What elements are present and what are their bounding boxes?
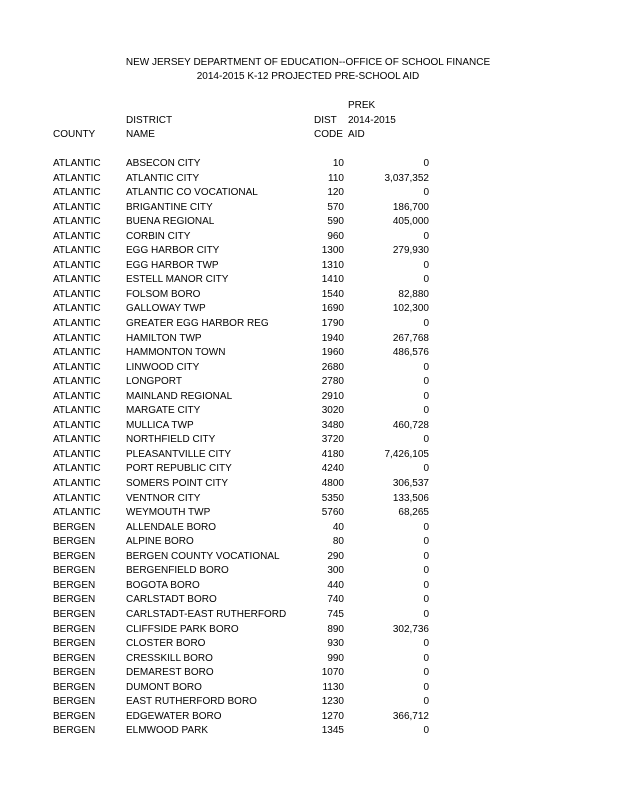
district-name-cell: CLOSTER BORO bbox=[126, 638, 206, 650]
county-cell: ATLANTIC bbox=[53, 172, 101, 184]
prek-aid-cell: 68,265 bbox=[398, 507, 429, 519]
header-district-line1: DISTRICT bbox=[126, 115, 173, 126]
county-cell: ATLANTIC bbox=[53, 376, 101, 388]
table-row bbox=[0, 725, 618, 740]
district-name-cell: MARGATE CITY bbox=[126, 405, 201, 417]
table-row bbox=[0, 274, 618, 289]
prek-aid-cell: 0 bbox=[423, 565, 429, 577]
district-code-cell: 3480 bbox=[321, 419, 344, 431]
county-cell: BERGEN bbox=[53, 667, 96, 679]
table-row bbox=[0, 260, 618, 275]
prek-aid-cell: 302,736 bbox=[392, 623, 429, 635]
district-name-cell: VENTNOR CITY bbox=[126, 492, 201, 504]
county-cell: BERGEN bbox=[53, 710, 96, 722]
district-code-cell: 5760 bbox=[321, 507, 344, 519]
district-code-cell: 1690 bbox=[321, 303, 344, 315]
prek-aid-cell: 0 bbox=[423, 361, 429, 373]
county-cell: BERGEN bbox=[53, 550, 96, 562]
district-name-cell: DEMAREST BORO bbox=[126, 667, 214, 679]
district-code-cell: 1940 bbox=[321, 332, 344, 344]
county-cell: ATLANTIC bbox=[53, 158, 101, 169]
district-name-cell: CORBIN CITY bbox=[126, 230, 191, 242]
table-row bbox=[0, 493, 618, 508]
district-name-cell: GREATER EGG HARBOR REG bbox=[126, 318, 269, 330]
table-row bbox=[0, 580, 618, 595]
prek-aid-cell: 0 bbox=[423, 463, 429, 475]
county-cell: ATLANTIC bbox=[53, 419, 101, 431]
table-row bbox=[0, 362, 618, 377]
prek-aid-cell: 0 bbox=[423, 725, 429, 737]
prek-aid-cell: 0 bbox=[423, 274, 429, 286]
district-name-cell: DUMONT BORO bbox=[126, 681, 202, 693]
district-name-cell: ATLANTIC CO VOCATIONAL bbox=[126, 187, 258, 199]
header-aid-line1: PREK bbox=[348, 100, 376, 111]
header-code-line2: CODE bbox=[314, 129, 343, 140]
district-code-cell: 40 bbox=[332, 521, 344, 533]
district-code-cell: 1070 bbox=[321, 667, 344, 679]
district-code-cell: 10 bbox=[332, 158, 344, 169]
county-cell: ATLANTIC bbox=[53, 274, 101, 286]
prek-aid-cell: 0 bbox=[423, 405, 429, 417]
table-row bbox=[0, 624, 618, 639]
prek-aid-cell: 0 bbox=[423, 230, 429, 242]
prek-aid-cell: 0 bbox=[423, 434, 429, 446]
district-code-cell: 960 bbox=[327, 230, 344, 242]
header-code-line1: DIST bbox=[314, 115, 337, 126]
district-name-cell: ATLANTIC CITY bbox=[126, 172, 200, 184]
district-name-cell: PORT REPUBLIC CITY bbox=[126, 463, 232, 475]
district-name-cell: CARLSTADT BORO bbox=[126, 594, 217, 606]
prek-aid-cell: 0 bbox=[423, 608, 429, 620]
county-cell: ATLANTIC bbox=[53, 245, 101, 257]
table-row bbox=[0, 391, 618, 406]
prek-aid-cell: 405,000 bbox=[392, 216, 429, 228]
county-cell: ATLANTIC bbox=[53, 288, 101, 300]
district-name-cell: EAST RUTHERFORD BORO bbox=[126, 696, 257, 708]
prek-aid-cell: 366,712 bbox=[392, 710, 429, 722]
district-code-cell: 110 bbox=[328, 172, 344, 184]
district-name-cell: MULLICA TWP bbox=[126, 419, 194, 431]
county-cell: BERGEN bbox=[53, 565, 96, 577]
district-name-cell: ABSECON CITY bbox=[126, 158, 201, 169]
district-code-cell: 440 bbox=[327, 579, 344, 591]
table-row bbox=[0, 376, 618, 391]
county-cell: BERGEN bbox=[53, 638, 96, 650]
county-cell: BERGEN bbox=[53, 623, 96, 635]
district-code-cell: 745 bbox=[327, 608, 344, 620]
district-name-cell: LINWOOD CITY bbox=[126, 361, 200, 373]
prek-aid-cell: 0 bbox=[423, 376, 429, 388]
table-row bbox=[0, 420, 618, 435]
table-row bbox=[0, 434, 618, 449]
district-name-cell: ELMWOOD PARK bbox=[126, 725, 209, 737]
district-code-cell: 1540 bbox=[321, 288, 344, 300]
district-code-cell: 5350 bbox=[321, 492, 344, 504]
table-row bbox=[0, 594, 618, 609]
district-code-cell: 890 bbox=[327, 623, 344, 635]
prek-aid-cell: 0 bbox=[423, 594, 429, 606]
district-name-cell: EGG HARBOR TWP bbox=[126, 259, 219, 271]
prek-aid-cell: 82,880 bbox=[398, 288, 429, 300]
prek-aid-cell: 460,728 bbox=[392, 419, 429, 431]
table-row bbox=[0, 333, 618, 348]
prek-aid-cell: 0 bbox=[423, 638, 429, 650]
district-code-cell: 1300 bbox=[321, 245, 344, 257]
prek-aid-cell: 133,506 bbox=[392, 492, 429, 504]
district-name-cell: BOGOTA BORO bbox=[126, 579, 200, 591]
county-cell: BERGEN bbox=[53, 652, 96, 664]
district-name-cell: NORTHFIELD CITY bbox=[126, 434, 216, 446]
header-aid-line3: AID bbox=[348, 129, 365, 140]
prek-aid-cell: 0 bbox=[423, 259, 429, 271]
table-row bbox=[0, 216, 618, 231]
district-name-cell: LONGPORT bbox=[126, 376, 182, 388]
table-row bbox=[0, 565, 618, 580]
district-name-cell: GALLOWAY TWP bbox=[126, 303, 206, 315]
county-cell: ATLANTIC bbox=[53, 332, 101, 344]
district-code-cell: 1410 bbox=[321, 274, 344, 286]
district-code-cell: 2780 bbox=[321, 376, 344, 388]
district-code-cell: 1790 bbox=[321, 318, 344, 330]
district-name-cell: BRIGANTINE CITY bbox=[126, 201, 213, 213]
district-name-cell: SOMERS POINT CITY bbox=[126, 478, 229, 490]
prek-aid-cell: 186,700 bbox=[392, 201, 429, 213]
table-row bbox=[0, 522, 618, 537]
table-row bbox=[0, 638, 618, 653]
table-row bbox=[0, 682, 618, 697]
table-row bbox=[0, 551, 618, 566]
table-row bbox=[0, 711, 618, 726]
district-name-cell: BUENA REGIONAL bbox=[126, 216, 215, 228]
county-cell: ATLANTIC bbox=[53, 478, 101, 490]
county-cell: ATLANTIC bbox=[53, 463, 101, 475]
county-cell: ATLANTIC bbox=[53, 201, 101, 213]
district-name-cell: HAMILTON TWP bbox=[126, 332, 202, 344]
district-name-cell: CRESSKILL BORO bbox=[126, 652, 213, 664]
prek-aid-cell: 0 bbox=[423, 681, 429, 693]
county-cell: BERGEN bbox=[53, 725, 96, 737]
table-row bbox=[0, 536, 618, 551]
district-name-cell: CARLSTADT-EAST RUTHERFORD bbox=[126, 608, 287, 620]
prek-aid-cell: 0 bbox=[423, 390, 429, 402]
table-row bbox=[0, 245, 618, 260]
prek-aid-cell: 0 bbox=[423, 318, 429, 330]
county-cell: ATLANTIC bbox=[53, 318, 101, 330]
county-cell: BERGEN bbox=[53, 536, 96, 548]
district-code-cell: 1310 bbox=[321, 259, 344, 271]
district-code-cell: 4800 bbox=[321, 478, 344, 490]
header-county: COUNTY bbox=[53, 129, 96, 140]
district-code-cell: 80 bbox=[332, 536, 344, 548]
county-cell: ATLANTIC bbox=[53, 507, 101, 519]
district-code-cell: 990 bbox=[327, 652, 344, 664]
district-code-cell: 1270 bbox=[321, 710, 344, 722]
district-name-cell: PLEASANTVILLE CITY bbox=[126, 448, 232, 460]
district-code-cell: 3020 bbox=[321, 405, 344, 417]
district-name-cell: ALPINE BORO bbox=[126, 536, 194, 548]
prek-aid-cell: 0 bbox=[423, 187, 429, 199]
data-table bbox=[0, 158, 618, 740]
prek-aid-cell: 279,930 bbox=[392, 245, 429, 257]
prek-aid-cell: 3,037,352 bbox=[384, 172, 429, 184]
district-name-cell: HAMMONTON TOWN bbox=[126, 347, 226, 359]
district-code-cell: 3720 bbox=[321, 434, 344, 446]
district-name-cell: ESTELL MANOR CITY bbox=[126, 274, 229, 286]
county-cell: BERGEN bbox=[53, 521, 96, 533]
district-code-cell: 120 bbox=[327, 187, 344, 199]
document-subtitle: 2014-2015 K-12 PROJECTED PRE-SCHOOL AID bbox=[196, 71, 420, 82]
county-cell: BERGEN bbox=[53, 696, 96, 708]
table-row bbox=[0, 405, 618, 420]
district-code-cell: 290 bbox=[327, 550, 344, 562]
prek-aid-cell: 306,537 bbox=[392, 478, 429, 490]
county-cell: ATLANTIC bbox=[53, 187, 101, 199]
table-row bbox=[0, 463, 618, 478]
county-cell: ATLANTIC bbox=[53, 434, 101, 446]
district-code-cell: 590 bbox=[327, 216, 344, 228]
table-row bbox=[0, 347, 618, 362]
district-code-cell: 1960 bbox=[321, 347, 344, 359]
table-row bbox=[0, 478, 618, 493]
table-row bbox=[0, 653, 618, 668]
district-name-cell: EDGEWATER BORO bbox=[126, 710, 222, 722]
district-name-cell: WEYMOUTH TWP bbox=[126, 507, 211, 519]
district-name-cell: ALLENDALE BORO bbox=[126, 521, 217, 533]
county-cell: ATLANTIC bbox=[53, 448, 101, 460]
district-name-cell: BERGENFIELD BORO bbox=[126, 565, 229, 577]
table-row bbox=[0, 202, 618, 217]
county-cell: ATLANTIC bbox=[53, 361, 101, 373]
county-cell: ATLANTIC bbox=[53, 259, 101, 271]
district-code-cell: 1230 bbox=[321, 696, 344, 708]
district-code-cell: 2680 bbox=[321, 361, 344, 373]
table-row bbox=[0, 507, 618, 522]
district-name-cell: BERGEN COUNTY VOCATIONAL bbox=[126, 550, 280, 562]
county-cell: ATLANTIC bbox=[53, 405, 101, 417]
prek-aid-cell: 7,426,105 bbox=[384, 448, 429, 460]
table-row bbox=[0, 158, 618, 173]
county-cell: ATLANTIC bbox=[53, 347, 101, 359]
county-cell: ATLANTIC bbox=[53, 492, 101, 504]
table-row bbox=[0, 187, 618, 202]
document-title: NEW JERSEY DEPARTMENT OF EDUCATION--OFFICE OF SCHOOL FINANCE bbox=[125, 57, 491, 68]
district-name-cell: MAINLAND REGIONAL bbox=[126, 390, 233, 402]
table-row bbox=[0, 667, 618, 682]
prek-aid-cell: 0 bbox=[423, 667, 429, 679]
prek-aid-cell: 0 bbox=[423, 550, 429, 562]
district-code-cell: 4180 bbox=[321, 448, 344, 460]
district-code-cell: 2910 bbox=[321, 390, 344, 402]
county-cell: ATLANTIC bbox=[53, 216, 101, 228]
table-row bbox=[0, 609, 618, 624]
table-row bbox=[0, 289, 618, 304]
prek-aid-cell: 0 bbox=[423, 696, 429, 708]
district-code-cell: 1345 bbox=[321, 725, 344, 737]
district-code-cell: 1130 bbox=[322, 681, 344, 693]
county-cell: ATLANTIC bbox=[53, 390, 101, 402]
table-row bbox=[0, 318, 618, 333]
table-row bbox=[0, 449, 618, 464]
district-code-cell: 570 bbox=[327, 201, 344, 213]
district-name-cell: FOLSOM BORO bbox=[126, 288, 201, 300]
district-code-cell: 930 bbox=[327, 638, 344, 650]
prek-aid-cell: 0 bbox=[423, 536, 429, 548]
county-cell: ATLANTIC bbox=[53, 230, 101, 242]
table-row bbox=[0, 173, 618, 188]
county-cell: BERGEN bbox=[53, 594, 96, 606]
prek-aid-cell: 0 bbox=[423, 579, 429, 591]
prek-aid-cell: 486,576 bbox=[392, 347, 429, 359]
table-row bbox=[0, 231, 618, 246]
county-cell: ATLANTIC bbox=[53, 303, 101, 315]
county-cell: BERGEN bbox=[53, 681, 96, 693]
prek-aid-cell: 102,300 bbox=[392, 303, 429, 315]
table-row bbox=[0, 303, 618, 318]
district-code-cell: 300 bbox=[327, 565, 344, 577]
county-cell: BERGEN bbox=[53, 608, 96, 620]
district-code-cell: 4240 bbox=[321, 463, 344, 475]
prek-aid-cell: 0 bbox=[423, 652, 429, 664]
district-name-cell: CLIFFSIDE PARK BORO bbox=[126, 623, 239, 635]
header-aid-line2: 2014-2015 bbox=[348, 115, 396, 126]
county-cell: BERGEN bbox=[53, 579, 96, 591]
prek-aid-cell: 0 bbox=[423, 158, 429, 169]
district-name-cell: EGG HARBOR CITY bbox=[126, 245, 220, 257]
table-row bbox=[0, 696, 618, 711]
header-district-line2: NAME bbox=[126, 129, 155, 140]
district-code-cell: 740 bbox=[327, 594, 344, 606]
prek-aid-cell: 267,768 bbox=[392, 332, 429, 344]
prek-aid-cell: 0 bbox=[423, 521, 429, 533]
